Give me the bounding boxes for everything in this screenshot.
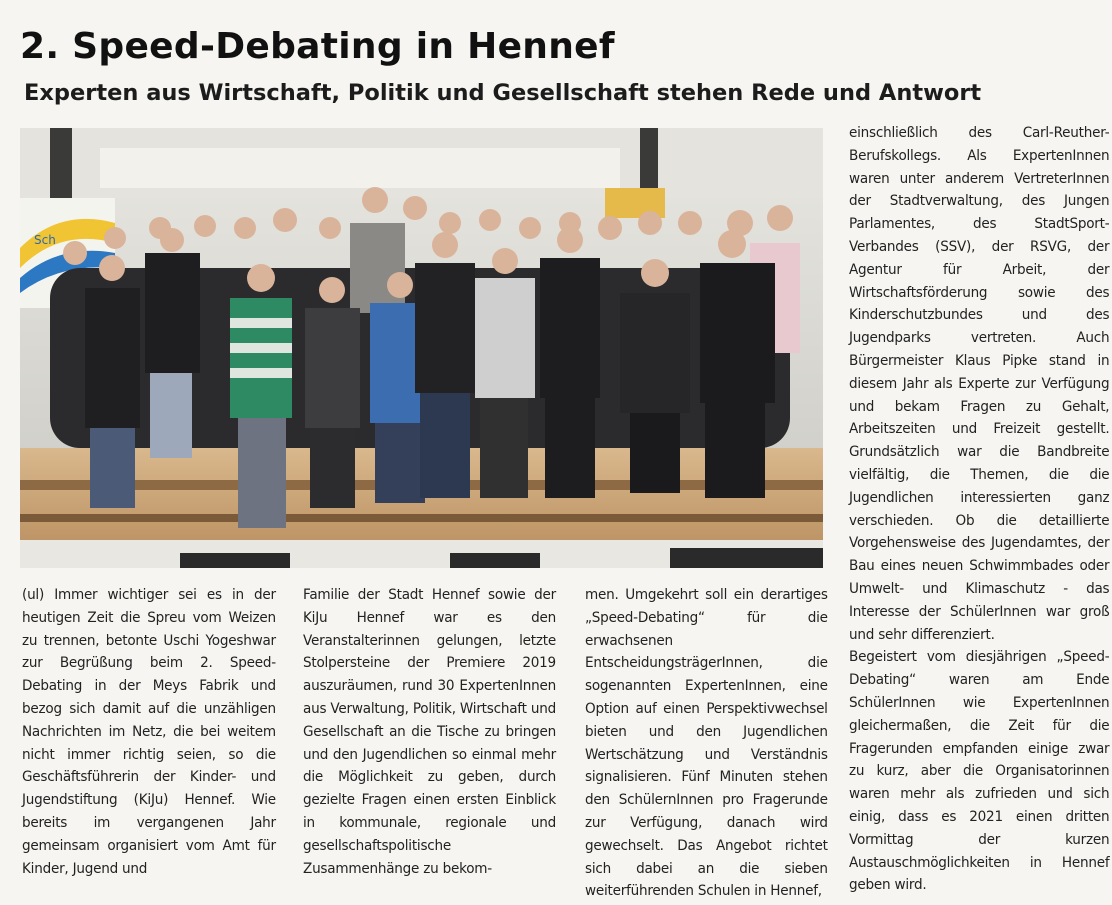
article-column-2: Familie der Stadt Hennef sowie der KiJu Hennef war es den Veranstalterinnen gelungen, letzte Stolpersteine der Premiere 2019 auszuräumen, rund 30 ExpertenInnen aus Verwaltung, Politik, Wirtschaft und Gesellschaft an die Tische zu bringen und den Jugendlichen so einmal mehr die Möglichkeit zu geben, durch gezielte Fragen einen ersten Einblick in kommunale, regionale und gesellschaftspolitische Zusammenhänge zu bekom- <box>303 586 556 877</box>
article-column-4-paragraph-2: Begeistert vom diesjährigen „Speed-Debating“ waren am Ende SchülerInnen wie ExpertenInnen gleichermaßen, die Zeit für die Fragerunden empfanden einige zwar zu kurz, aber die Organisatorinnen waren mehr als zufrieden und sich einig, dass es 2021 einen dritten Vormittag der kurzen Austauschmöglichkeiten in Hennef geben wird. <box>849 648 1110 894</box>
group-photo-illustration <box>20 128 823 568</box>
article-column-3: men. Umgekehrt soll ein derartiges „Speed-Debating“ für die erwachsenen EntscheidungsträgerInnen, die sogenannten ExpertenInnen, eine Option auf einen Perspektivwechsel bieten und den Jugendlichen Wertschätzung und Verständnis signalisieren. Fünf Minuten stehen den SchülernInnen pro Fragerunde zur Verfügung, danach wird gewechselt. Das Angebot richtet sich dabei an die sieben weiterführenden Schulen in Hennef, <box>585 586 828 900</box>
school-sign-text: Sch <box>34 233 56 247</box>
article-column-4-paragraph-1: einschließlich des Carl-Reuther-Berufskollegs. Als ExpertenInnen waren unter anderem VertreterInnen der Stadtverwaltung, des Jungen Parlamentes, des StadtSport-Verbandes (SSV), der RSVG, der Agentur für Arbeit, der Wirtschaftsförderung sowie des Kinderschutzbundes und des Jugendparks vertreten. Auch Bürgermeister Klaus Pipke stand in diesem Jahr als Experte zur Verfügung und bekam Fragen zu Gehalt, Arbeitszeiten und Freizeit gestellt. Grundsätzlich war die Bandbreite vielfältig, die Themen, die die Jugendlichen interessierten ganz verschieden. Ob die detaillierte Vorgehensweise des Jugendamtes, der Bau eines neuen Schwimmbades oder Umwelt- und Klimaschutz - das Interesse der SchülerInnen war groß und sehr differenziert. <box>849 124 1110 643</box>
article-headline: 2. Speed-Debating in Hennef <box>20 26 615 67</box>
group-photo <box>20 128 823 568</box>
article-column-1: (ul) Immer wichtiger sei es in der heutigen Zeit die Spreu vom Weizen zu trennen, betonte Uschi Yogeshwar zur Begrüßung beim 2. Speed-Debating in der Meys Fabrik und bezog sich damit auf die unzähligen Nachrichten im Netz, die bei weitem nicht immer richtig seien, so die Geschäftsführerin der Kinder- und Jugendstiftung (KiJu) Hennef. Wie bereits im vergangenen Jahr gemeinsam organisiert vom Amt für Kinder, Jugend und <box>22 586 276 877</box>
article-column-4 <box>849 122 1109 897</box>
article-subheadline: Experten aus Wirtschaft, Politik und Gesellschaft stehen Rede und Antwort <box>24 80 982 106</box>
